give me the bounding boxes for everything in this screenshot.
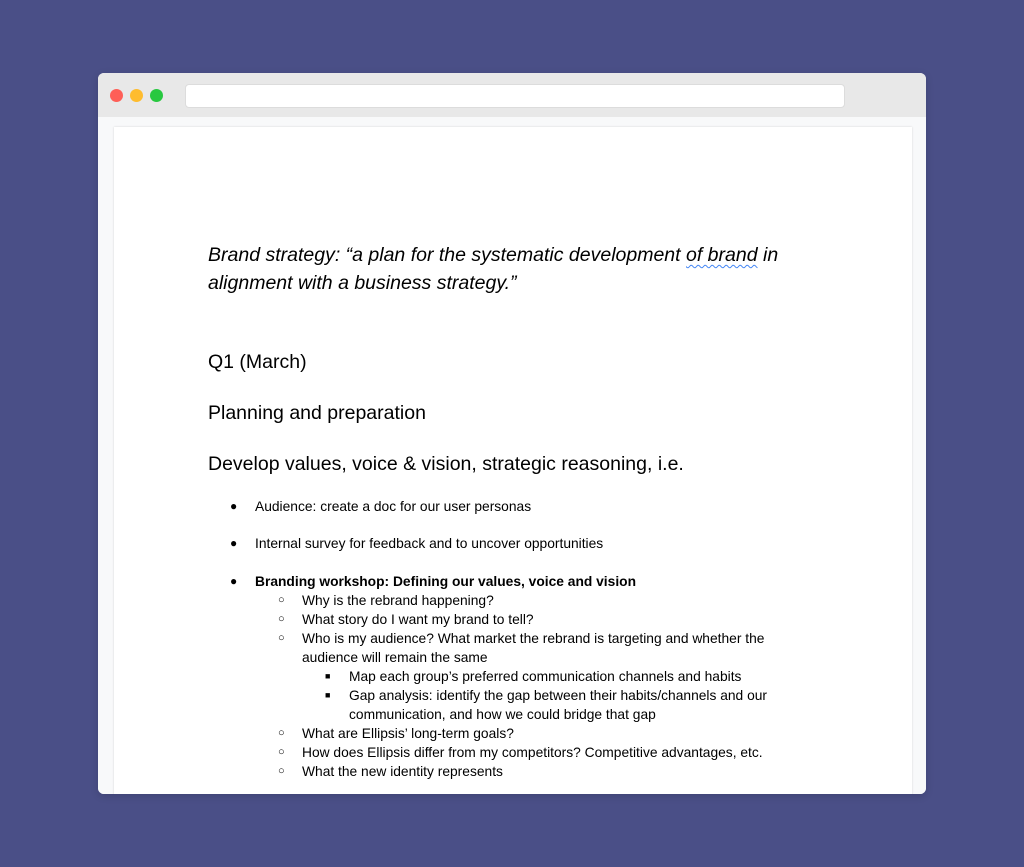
square-marker: ■ bbox=[325, 690, 331, 700]
list-item-text: Branding workshop: Defining our values, voice and vision bbox=[255, 574, 637, 589]
document-area[interactable] bbox=[98, 117, 926, 794]
sub-list-item-text: What story do I want my brand to tell? bbox=[302, 612, 534, 627]
browser-window bbox=[98, 73, 926, 794]
circle-marker: ○ bbox=[278, 727, 285, 739]
circle-marker: ○ bbox=[278, 594, 285, 606]
heading-develop: Develop values, voice & vision, strategic reasoning, i.e. bbox=[208, 453, 684, 475]
sub-list-item-text: How does Ellipsis differ from my competitors? Competitive advantages, etc. bbox=[302, 745, 763, 760]
sub-list-item-text: Who is my audience? What market the rebrand is targeting and whether the audience will remain the same bbox=[302, 631, 765, 665]
heading-q1: Q1 (March) bbox=[208, 351, 307, 373]
heading-planning: Planning and preparation bbox=[208, 402, 426, 424]
document-page[interactable] bbox=[114, 127, 912, 794]
address-bar[interactable] bbox=[185, 84, 845, 108]
sub-list-item-text: Why is the rebrand happening? bbox=[302, 593, 494, 608]
minimize-window-button[interactable] bbox=[130, 89, 143, 102]
close-window-button[interactable] bbox=[110, 89, 123, 102]
definition-text-start: Brand strategy: “a plan for the systematic development bbox=[208, 244, 686, 266]
list-item-text: Audience: create a doc for our user personas bbox=[255, 499, 532, 514]
maximize-window-button[interactable] bbox=[150, 89, 163, 102]
bullet-marker: ● bbox=[230, 499, 238, 513]
bullet-marker: ● bbox=[230, 574, 238, 588]
nested-list-item-text: Map each group’s preferred communication channels and habits bbox=[349, 669, 742, 684]
sub-list-item-text: What the new identity represents bbox=[302, 764, 503, 779]
bullet-marker: ● bbox=[230, 536, 238, 550]
list-item-text: Internal survey for feedback and to uncover opportunities bbox=[255, 536, 604, 551]
circle-marker: ○ bbox=[278, 613, 285, 625]
brand-strategy-definition bbox=[208, 241, 848, 297]
sub-list-item-text: What are Ellipsis’ long-term goals? bbox=[302, 726, 514, 741]
spellcheck-flagged-text[interactable]: of brand bbox=[686, 244, 758, 266]
circle-marker: ○ bbox=[278, 765, 285, 777]
nested-list-item-text: Gap analysis: identify the gap between their habits/channels and our communication, and how we could bridge that gap bbox=[349, 688, 768, 722]
definition-text-end: in alignment with a business strategy.” bbox=[208, 244, 779, 294]
browser-titlebar bbox=[98, 73, 926, 117]
circle-marker: ○ bbox=[278, 632, 285, 644]
square-marker: ■ bbox=[325, 671, 331, 681]
circle-marker: ○ bbox=[278, 746, 285, 758]
